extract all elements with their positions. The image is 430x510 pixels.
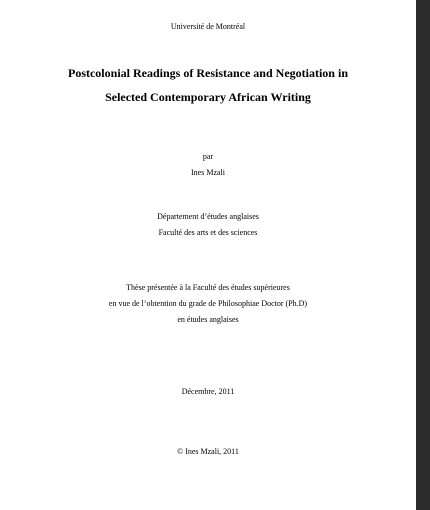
department-name: Département d’études anglaises: [157, 212, 259, 221]
university-name: Université de Montréal: [170, 22, 246, 31]
viewer-side-bar: [416, 0, 430, 510]
thesis-title-line-2: Selected Contemporary African Writing: [105, 90, 311, 104]
copyright-notice: © Ines Mzali, 2011: [177, 447, 239, 456]
thesis-title-line-1: Postcolonial Readings of Resistance and Negotiation in: [67, 66, 348, 80]
author-name: Ines Mzali: [191, 168, 225, 177]
thesis-statement-line-1: Thèse présentée à la Faculté des études supérieures: [126, 283, 290, 292]
submission-date: Décembre, 2011: [181, 387, 235, 396]
by-label: par: [202, 152, 214, 161]
thesis-statement-line-2: en vue de l’obtention du grade de Philosophiae Doctor (Ph.D): [108, 299, 308, 308]
thesis-statement-line-3: en études anglaises: [177, 315, 239, 324]
faculty-name: Faculté des arts et des sciences: [158, 228, 258, 237]
